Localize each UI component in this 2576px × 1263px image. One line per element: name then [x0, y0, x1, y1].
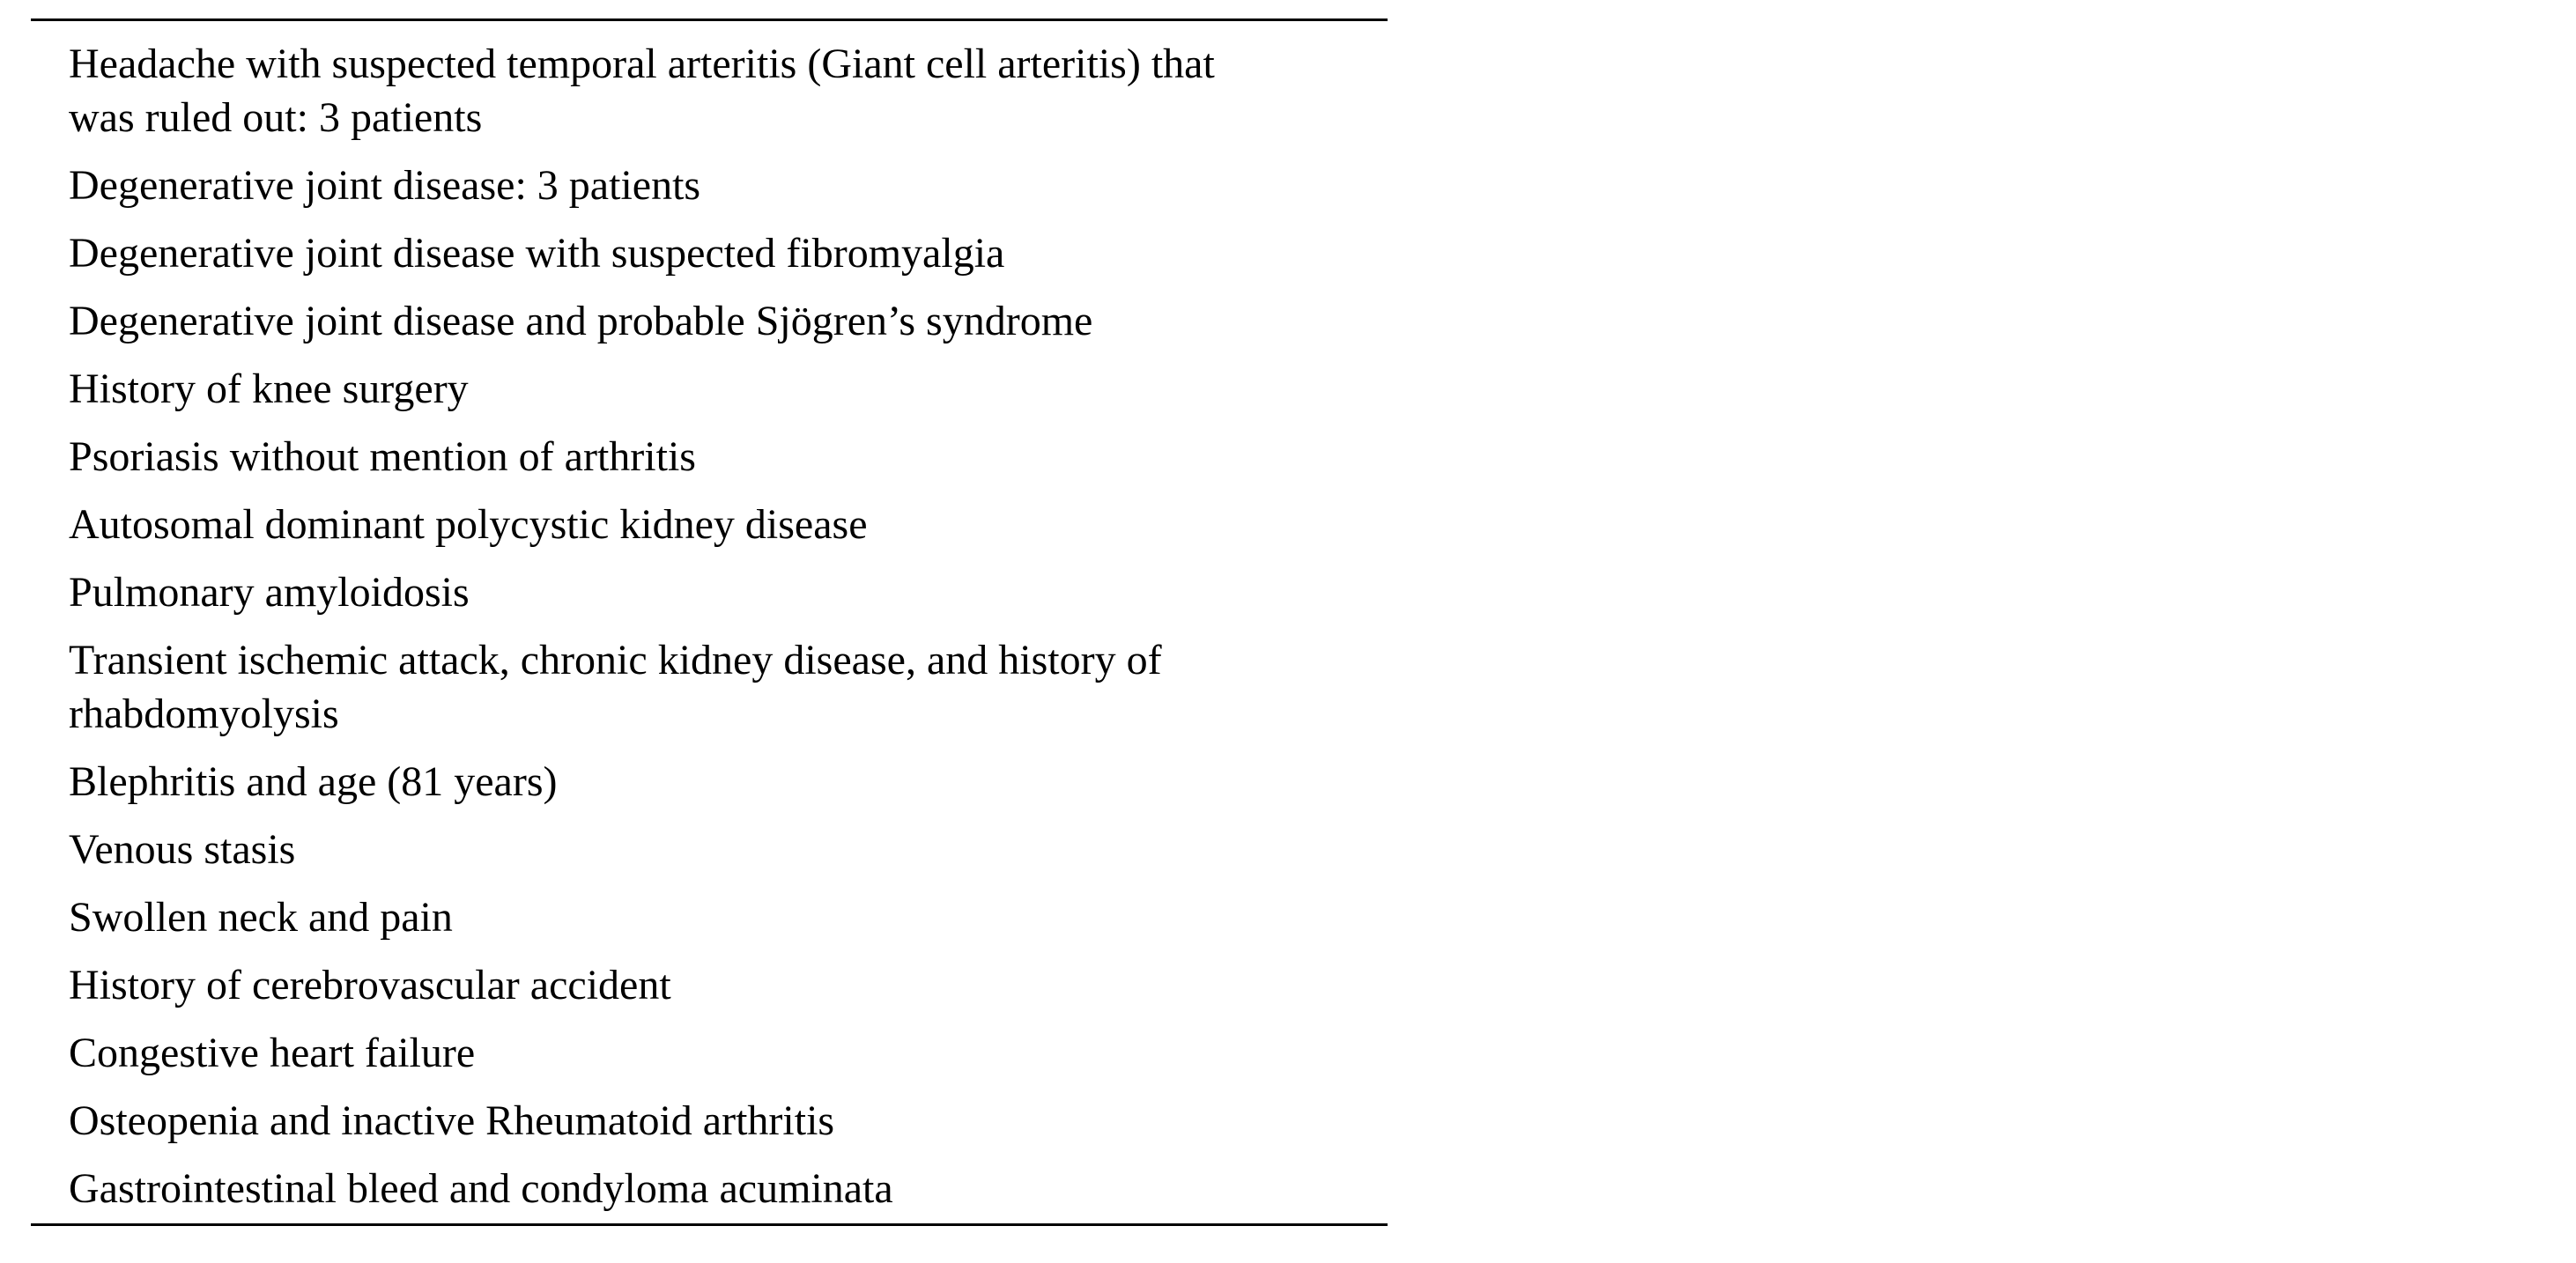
table-row: Congestive heart failure [69, 1030, 476, 1076]
table-bottom-rule [31, 1223, 1388, 1226]
table-row: Blephritis and age (81 years) [69, 758, 558, 805]
table-row: Osteopenia and inactive Rheumatoid arthritis [69, 1097, 835, 1144]
table-row: History of knee surgery [69, 366, 469, 412]
table-row: Degenerative joint disease with suspected fibromyalgia [69, 230, 1005, 277]
table-row: Autosomal dominant polycystic kidney disease [69, 501, 868, 548]
table-body [31, 21, 1388, 1223]
table-row: History of cerebrovascular accident [69, 962, 671, 1008]
table-row: Degenerative joint disease: 3 patients [69, 162, 701, 209]
table-row: Psoriasis without mention of arthritis [69, 433, 696, 480]
table-row: Venous stasis [69, 826, 296, 873]
table-row: Swollen neck and pain [69, 894, 453, 941]
diagnosis-table [31, 18, 1388, 1226]
table-row: Pulmonary amyloidosis [69, 569, 470, 616]
table-row: Gastrointestinal bleed and condyloma acuminata [69, 1165, 893, 1212]
table-row: Transient ischemic attack, chronic kidney disease, and history of rhabdomyolysis [69, 637, 1162, 737]
table-row: Headache with suspected temporal arteritis (Giant cell arteritis) that was ruled out: 3 patients [69, 41, 1215, 141]
table-row: Degenerative joint disease and probable Sjögren’s syndrome [69, 298, 1093, 344]
